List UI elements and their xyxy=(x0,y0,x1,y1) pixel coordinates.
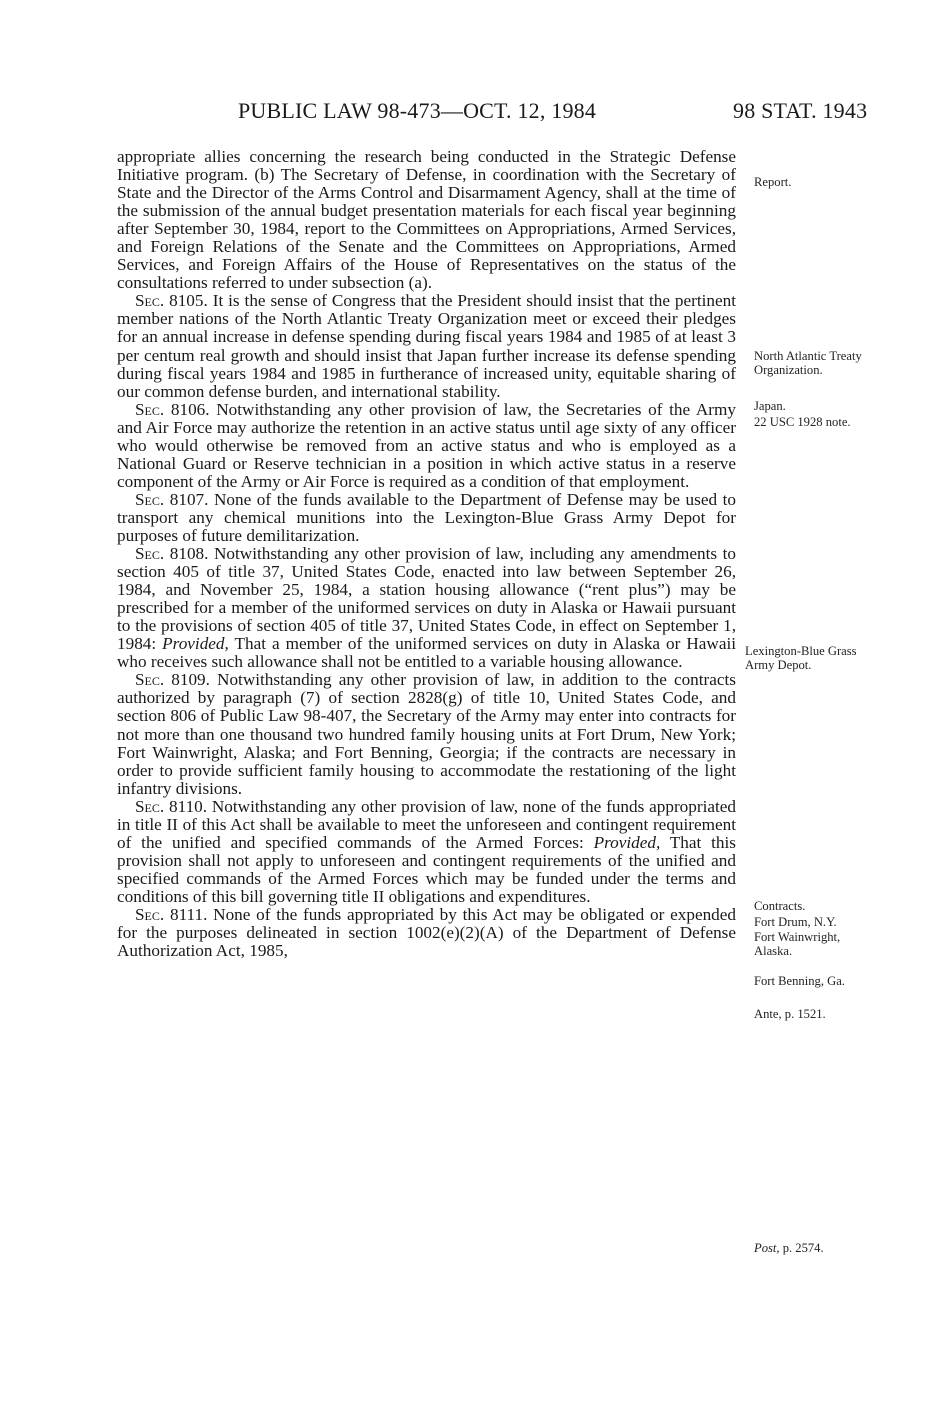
section-number: Sec. 8109. xyxy=(135,670,210,690)
margin-note-fort-wainwright: Fort Wainwright, Alaska. xyxy=(754,930,841,959)
margin-note-post xyxy=(754,1241,894,1255)
margin-note-japan: Japan. xyxy=(754,399,786,413)
section-8110 xyxy=(117,798,736,906)
paragraph-text: Notwithstanding any other provision of law, in addition to the contracts authorized by paragraph (7) of section 2828(g) of title 10, United States Code, and section 806 of Public Law 98-407, the Secretary of the Army may enter into contracts for not more than one thousand two hundred family housing units at Fort Drum, New York; Fort Wainwright, Alaska; and Fort Benning, Georgia; if the contracts are necessary in order to provide sufficient family housing to accommodate the restationing of the light infantry divisions. xyxy=(117,670,736,798)
margin-note-nato: North Atlantic Treaty Organization. xyxy=(754,349,862,378)
section-8106 xyxy=(117,401,736,491)
margin-note-usc: 22 USC 1928 note. xyxy=(754,415,851,429)
paragraph-text: Notwithstanding any other provision of law, the Secretaries of the Army and Air Force may authorize the retention in an active status until age sixty of any officer who would otherwise be removed from an active status and who is employed as a National Guard or Reserve technician in a position in which active status in a reserve component of the Army or Air Force is required as a condition of that employment. xyxy=(117,399,736,491)
section-8108 xyxy=(117,545,736,671)
margin-note-report: Report. xyxy=(754,175,792,189)
section-number: Sec. 8110. xyxy=(135,796,208,816)
document-body xyxy=(117,148,736,960)
section-number: Sec. 8111. xyxy=(135,904,208,924)
post-page: p. 2574. xyxy=(779,1241,824,1255)
section-8107 xyxy=(117,491,736,545)
paragraph-text: appropriate allies concerning the research being conducted in the Strategic Defense Initiative program. (b) The Secretary of Defense, in coordination with the Secretary of State and the Director of the Arms Control and Disarmament Agency, shall at the time of the submission of the annual budget presentation materials for each fiscal year beginning after September 30, 1984, report to the Committees on Appropriations, Armed Services, and Foreign Relations of the Senate and the Committees on Appropriations, Armed Services, and Foreign Affairs of the House of Representatives on the status of the consultations referred to under subsection (a). xyxy=(117,147,736,293)
post-italic: Post, xyxy=(754,1241,780,1255)
paragraph-continuation xyxy=(117,148,736,292)
paragraph-text: None of the funds appropriated by this Act may be obligated or expended for the purposes delineated in section 1002(e)(2)(A) of the Department of Defense Authorization Act, 1985, xyxy=(117,904,736,961)
paragraph-text: Notwithstanding any other provision of law, none of the funds appropriated in title II of this Act shall be available to meet the unforeseen and contingent requirement of the unified and specified commands of the Armed Forces: xyxy=(117,796,736,852)
section-8105 xyxy=(117,292,736,400)
section-number: Sec. 8108. xyxy=(135,544,209,564)
section-8109 xyxy=(117,671,736,797)
paragraph-text-rest: That a member of the uniformed services on duty in Alaska or Hawaii who receives such allowance shall not be entitled to a variable housing allowance. xyxy=(117,634,737,672)
margin-note-ante: Ante, p. 1521. xyxy=(754,1007,826,1021)
section-number: Sec. 8105. xyxy=(135,291,208,311)
paragraph-text: It is the sense of Congress that the President should insist that the pertinent member nations of the North Atlantic Treaty Organization meet or exceed their pledges for an annual increase in defense spending during fiscal years 1984 and 1985 of at least 3 per centum real growth and should insist that Japan further increase its defense spending during fiscal years 1984 and 1985 in furtherance of increased unity, equitable sharing of our common defense burden, and international stability. xyxy=(117,291,736,401)
paragraph-text-rest: That this provision shall not apply to unforeseen and contingent requirements of the unified and specified commands of the Armed Forces which may be funded under the terms and conditions of this bill governing title II obligations and expenditures. xyxy=(117,832,736,906)
statute-page: 98 STAT. 1943 xyxy=(733,98,868,123)
proviso-italic: Provided, xyxy=(593,832,661,852)
section-number: Sec. 8107. xyxy=(135,489,209,509)
page-header xyxy=(0,98,943,132)
section-number: Sec. 8106. xyxy=(135,399,210,419)
margin-note-fort-drum: Fort Drum, N.Y. xyxy=(754,915,837,929)
paragraph-text: Notwithstanding any other provision of law, including any amendments to section 405 of title 37, United States Code, enacted into law between September 26, 1984, and November 25, 1984, a station housing allowance (“rent plus”) may be prescribed for a member of the uniformed services on duty in Alaska or Hawaii pursuant to the provisions of section 405 of title 37, United States Code, in effect on September 1, 1984: xyxy=(117,544,736,654)
margin-note-contracts: Contracts. xyxy=(754,899,806,913)
margin-note-fort-benning: Fort Benning, Ga. xyxy=(754,974,845,988)
paragraph-text: None of the funds available to the Department of Defense may be used to transport any chemical munitions into the Lexington-Blue Grass Army Depot for purposes of future demilitarization. xyxy=(117,489,736,545)
section-8111 xyxy=(117,906,736,960)
margin-note-lexington: Lexington-Blue Grass Army Depot. xyxy=(745,644,857,673)
proviso-italic: Provided, xyxy=(162,634,229,654)
law-title: PUBLIC LAW 98-473—OCT. 12, 1984 xyxy=(238,98,597,123)
